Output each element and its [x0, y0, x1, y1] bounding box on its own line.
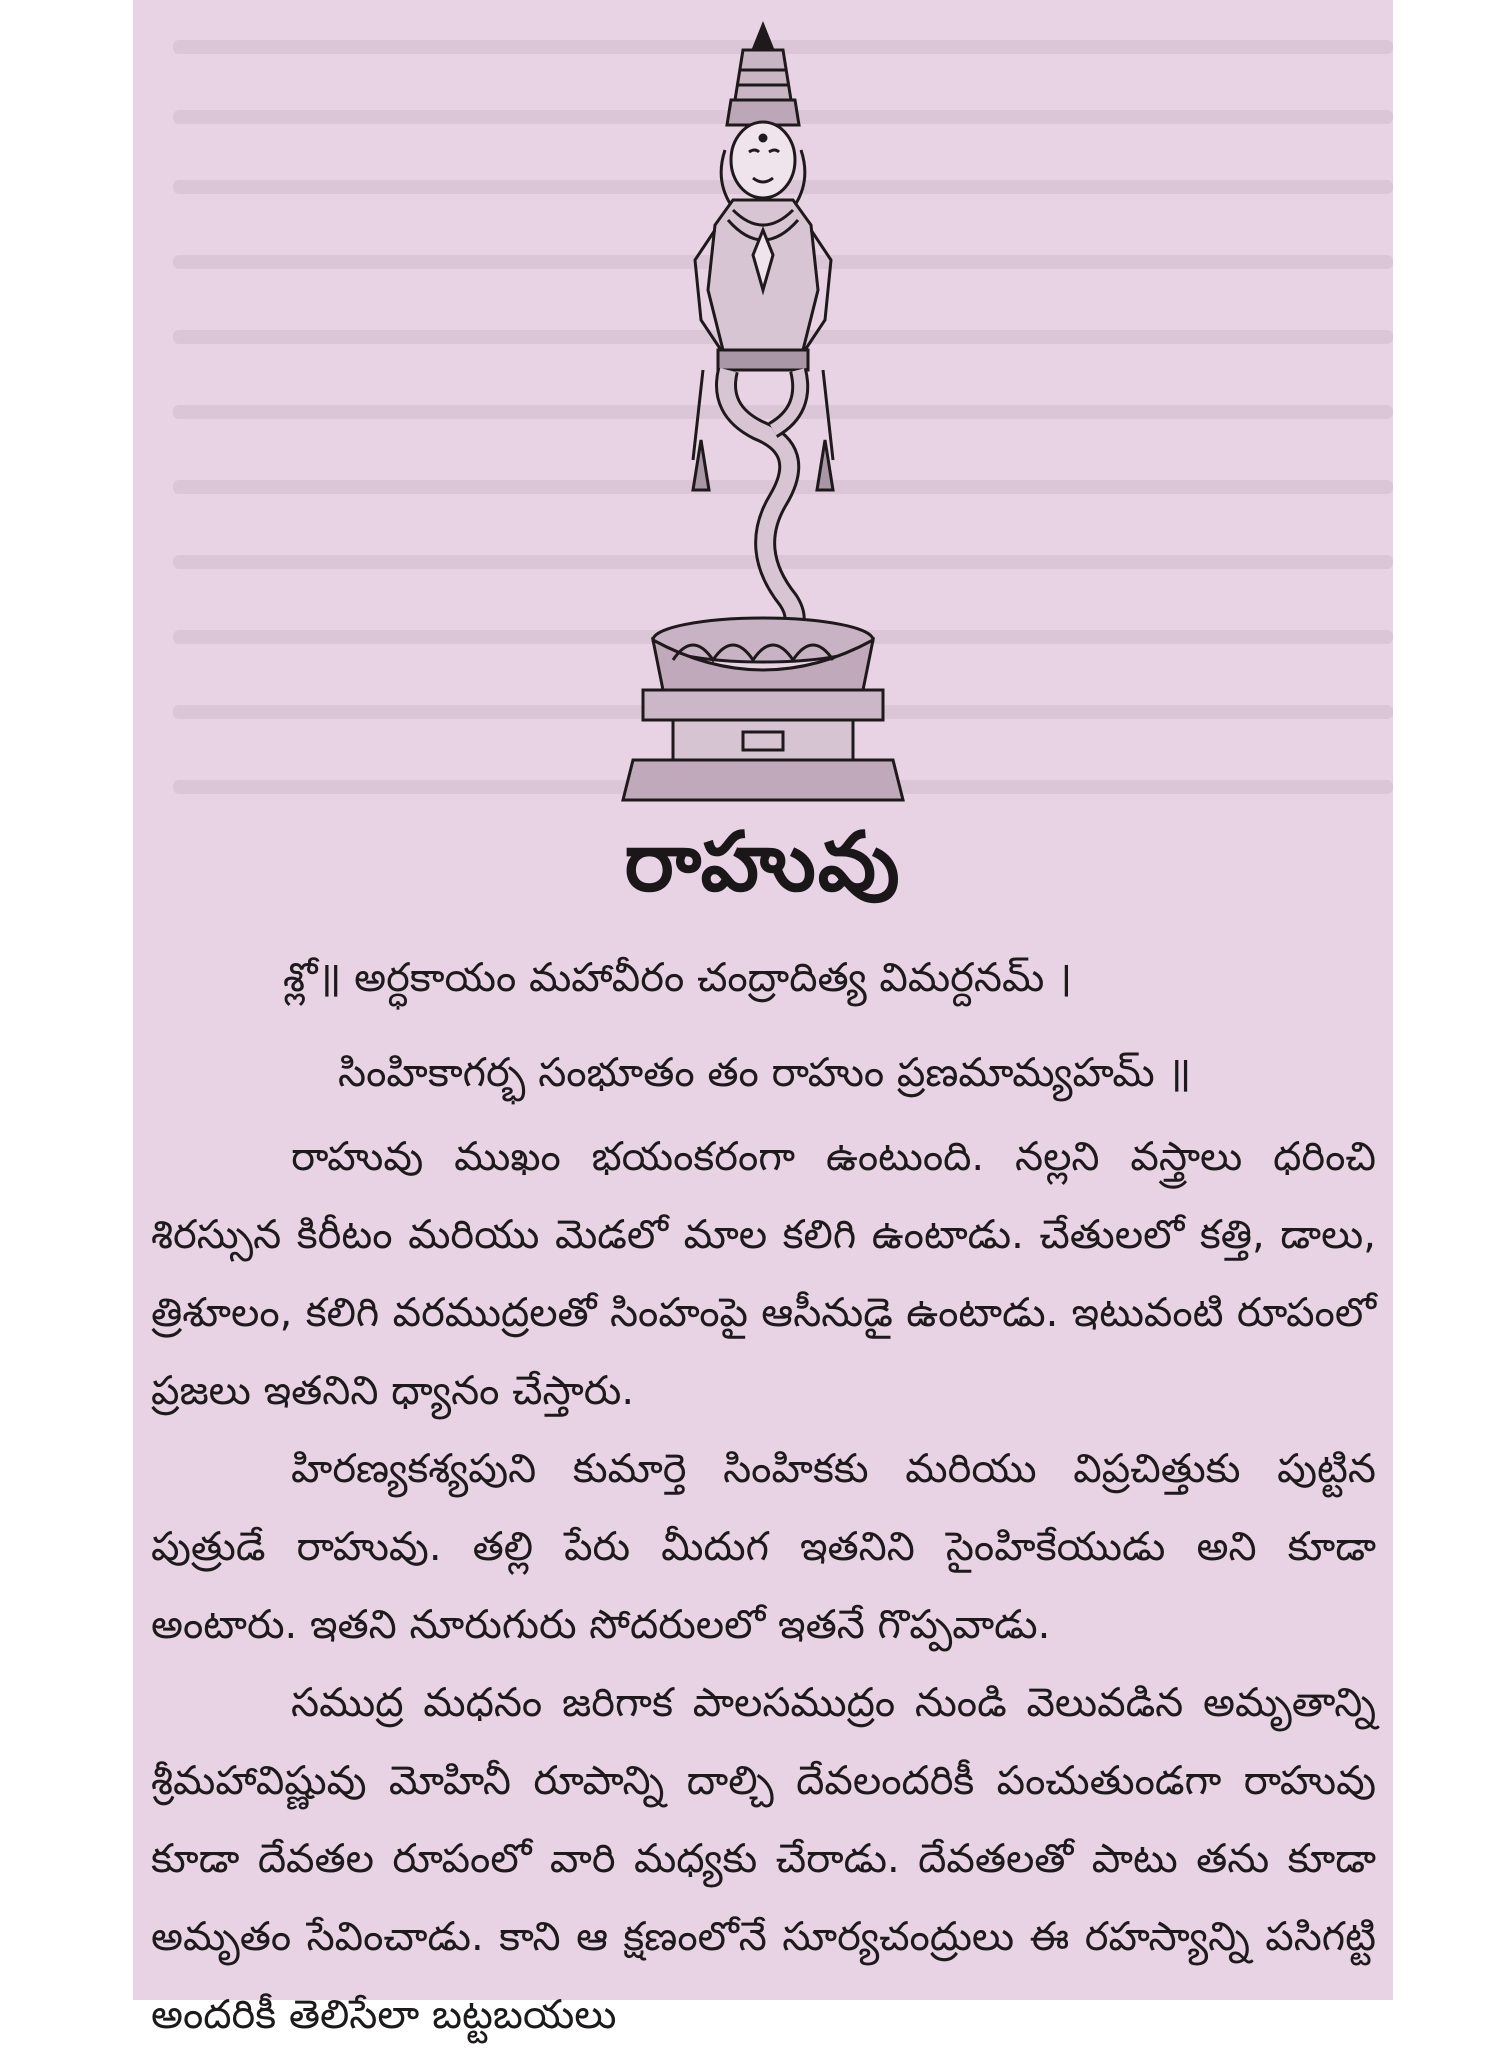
- paragraph-2-text: హిరణ్యకశ్యపుని కుమార్తె సింహికకు మరియు విప్రచిత్తుకు పుట్టిన పుత్రుడే రాహువు. తల్లి పేరు మీదుగ ఇతనిని సైంహికేయుడు అని కూడా అంటారు. ఇతని నూరుగురు సోదరులలో ఇతనే గొప్పవాడు.: [151, 1446, 1376, 1648]
- paragraph-3: [151, 1664, 1376, 2054]
- paragraph-2: [151, 1430, 1376, 1664]
- body-text: [151, 1118, 1376, 2054]
- paragraph-1-text: రాహువు ముఖం భయంకరంగా ఉంటుంది. నల్లని వస్త్రాలు ధరించి శిరస్సున కిరీటం మరియు మెడలో మాల కలిగి ఉంటాడు. చేతులలో కత్తి, డాలు, త్రిశూలం, కలిగి వరముద్రలతో సింహంపై ఆసీనుడై ఉంటాడు. ఇటువంటి రూపంలో ప్రజలు ఇతనిని ధ్యానం చేస్తారు.: [151, 1134, 1376, 1414]
- rahu-deity-illustration: [613, 20, 913, 810]
- paragraph-3-text: సముద్ర మధనం జరిగాక పాలసముద్రం నుండి వెలువడిన అమృతాన్ని శ్రీమహావిష్ణువు మోహినీ రూపాన్ని దాల్చి దేవలందరికీ పంచుతుండగా రాహువు కూడా దేవతల రూపంలో వారి మధ్యకు చేరాడు. దేవతలతో పాటు తను కూడా అమృతం సేవించాడు. కాని ఆ క్షణంలోనే సూర్యచంద్రులు ఈ రహస్యాన్ని పసిగట్టి అందరికీ తెలిసేలా బట్టబయలు: [151, 1680, 1376, 2038]
- paragraph-1: [151, 1118, 1376, 1430]
- book-page: [133, 0, 1393, 2038]
- shloka-line-1: శ్లో॥ అర్ధకాయం మహావీరం చంద్రాదిత్య విమర్దనమ్ ।: [283, 955, 1073, 1001]
- shloka-line-2: సింహికాగర్భ సంభూతం తం రాహుం ప్రణమామ్యహమ్ ॥: [338, 1050, 1192, 1096]
- page-title: రాహువు: [624, 815, 902, 910]
